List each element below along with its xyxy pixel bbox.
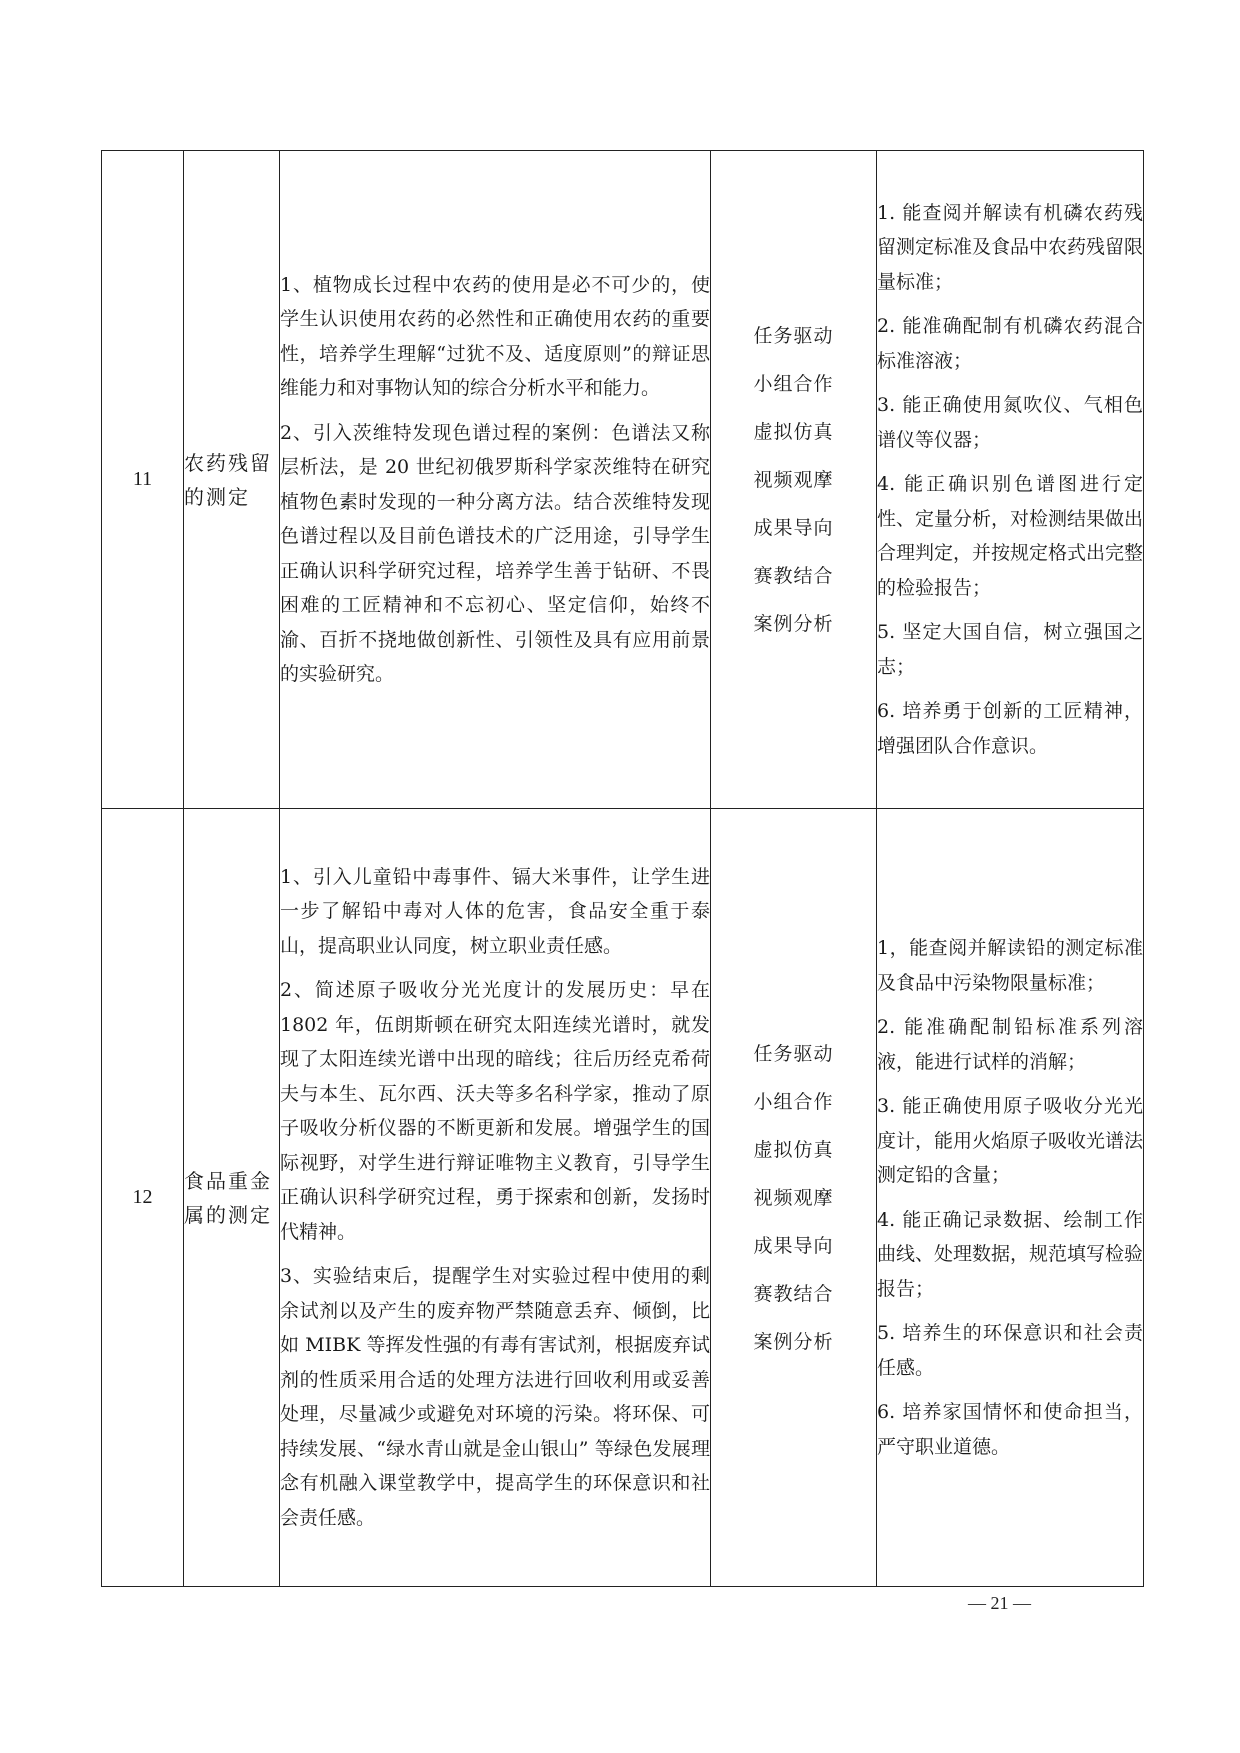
teaching-methods xyxy=(711,151,877,809)
goal-item: 6. 培养家国情怀和使命担当，严守职业道德。 xyxy=(877,1401,1143,1458)
method-item: 小组合作 xyxy=(753,372,834,395)
method-item: 案例分析 xyxy=(753,612,834,635)
method-item: 小组合作 xyxy=(753,1090,834,1113)
goal-item: 3. 能正确使用原子吸收分光光度计，能用火焰原子吸收光谱法测定铅的含量； xyxy=(877,1095,1144,1186)
content-paragraph: 1、植物成长过程中农药的使用是必不可少的，使学生认识使用农药的必然性和正确使用农药的重要性，培养学生理解“过犹不及、适度原则”的辩证思维能力和对事物认知的综合分析水平和能力。 xyxy=(280,273,710,399)
method-item: 案例分析 xyxy=(753,1330,834,1353)
content-paragraph: 2、引入茨维特发现色谱过程的案例：色谱法又称层析法，是 20 世纪初俄罗斯科学家茨维特在研究植物色素时发现的一种分离方法。结合茨维特发现色谱过程以及目前色谱技术的广泛用途，引导学生正确认识科学研究过程，培养学生善于钻研、不畏困难的工匠精神和不忘初心、坚定信仰，始终不渝、百折不挠地做创新性、引领性及具有应用前景的实验研究。 xyxy=(280,421,710,685)
content-paragraph: 1、引入儿童铅中毒事件、镉大米事件，让学生进一步了解铅中毒对人体的危害，食品安全重于泰山，提高职业认同度，树立职业责任感。 xyxy=(280,865,710,957)
goal-item: 5. 培养生的环保意识和社会责任感。 xyxy=(877,1322,1143,1379)
method-item: 成果导向 xyxy=(753,1234,834,1257)
goal-item: 1. 能查阅并解读有机磷农药残留测定标准及食品中农药残留限量标准； xyxy=(877,201,1144,293)
goal-item: 1，能查阅并解读铅的测定标准及食品中污染物限量标准； xyxy=(877,937,1143,994)
row-number: 12 xyxy=(102,809,184,1587)
goal-item: 4. 能正确识别色谱图进行定性、定量分析，对检测结果做出合理判定，并按规定格式出完整的检验报告； xyxy=(877,473,1144,599)
goal-item: 6. 培养勇于创新的工匠精神，增强团队合作意识。 xyxy=(877,700,1143,757)
row-number: 11 xyxy=(102,151,184,809)
unit-name: 农药残留的测定 xyxy=(184,450,272,509)
goal-item: 5. 坚定大国自信，树立强国之志； xyxy=(877,621,1143,678)
method-item: 任务驱动 xyxy=(753,1042,834,1065)
ideological-content xyxy=(280,151,711,809)
unit-name: 食品重金属的测定 xyxy=(184,1168,272,1227)
course-table xyxy=(101,150,1144,1587)
method-item: 虚拟仿真 xyxy=(753,420,834,443)
method-item: 虚拟仿真 xyxy=(753,1138,834,1161)
goal-item: 3. 能正确使用氮吹仪、气相色谱仪等仪器； xyxy=(877,394,1143,451)
goal-item: 2. 能准确配制有机磷农药混合标准溶液； xyxy=(877,315,1143,372)
ideological-content xyxy=(280,809,711,1587)
method-item: 任务驱动 xyxy=(753,324,834,347)
content-paragraph: 3、实验结束后，提醒学生对实验过程中使用的剩余试剂以及产生的废弃物严禁随意丢弃、倾倒，比如 MIBK 等挥发性强的有毒有害试剂，根据废弃试剂的性质采用合适的处理方法进行回收利用或妥善处理，尽量减少或避免对环境的污染。将环保、可持续发展、“绿水青山就是金山银山” 等绿色发展理念有机融入课堂教学中，提高学生的环保意识和社会责任感。 xyxy=(280,1265,710,1529)
teaching-methods xyxy=(711,809,877,1587)
page-number: — 21 — xyxy=(968,1593,1031,1613)
goal-item: 4. 能正确记录数据、绘制工作曲线、处理数据，规范填写检验报告； xyxy=(877,1208,1144,1300)
method-item: 赛教结合 xyxy=(753,564,834,587)
method-item: 视频观摩 xyxy=(753,468,834,491)
learning-goals xyxy=(877,151,1144,809)
method-item: 赛教结合 xyxy=(753,1282,834,1305)
content-paragraph: 2、简述原子吸收分光光度计的发展历史：早在 1802 年，伍朗斯顿在研究太阳连续光谱时，就发现了太阳连续光谱中出现的暗线；往后历经克希荷夫与本生、瓦尔西、沃夫等多名科学家，推动了原子吸收分析仪器的不断更新和发展。增强学生的国际视野，对学生进行辩证唯物主义教育，引导学生正确认识科学研究过程，勇于探索和创新，发扬时代精神。 xyxy=(280,979,710,1243)
goal-item: 2. 能准确配制铅标准系列溶液，能进行试样的消解； xyxy=(877,1016,1143,1073)
method-item: 成果导向 xyxy=(753,516,834,539)
table-row xyxy=(102,151,1144,809)
method-item: 视频观摩 xyxy=(753,1186,834,1209)
table-row xyxy=(102,809,1144,1587)
learning-goals xyxy=(877,809,1144,1587)
